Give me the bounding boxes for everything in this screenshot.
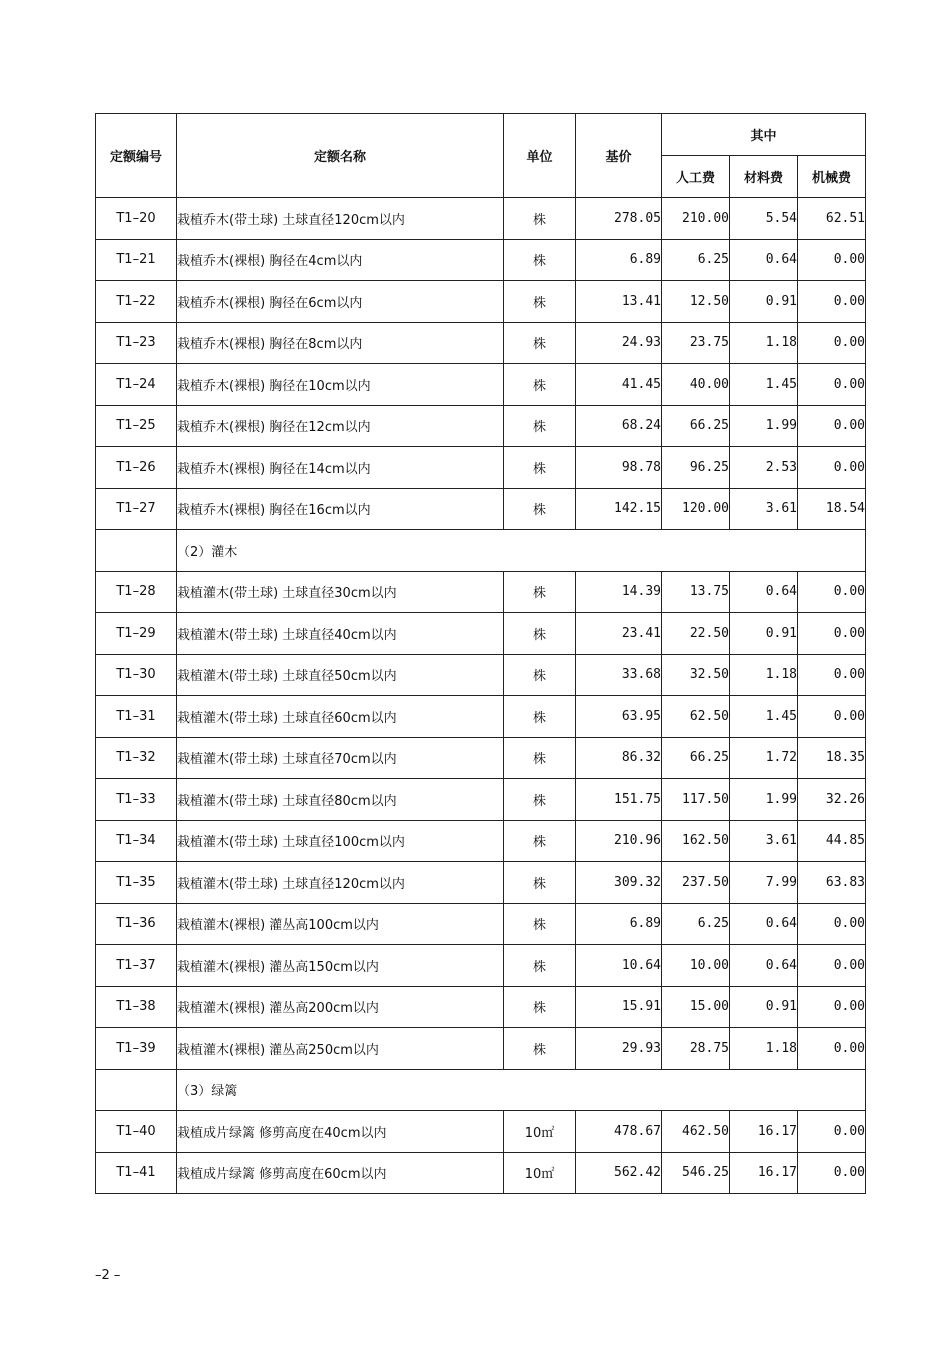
row-name: 栽植灌木(带土球) 土球直径70cm以内 xyxy=(177,737,504,779)
row-base-price: 29.93 xyxy=(576,1028,662,1070)
row-material: 0.91 xyxy=(730,613,798,655)
row-code: T1–27 xyxy=(96,488,177,530)
row-code: T1–33 xyxy=(96,779,177,821)
row-unit: 株 xyxy=(504,779,576,821)
row-material: 1.72 xyxy=(730,737,798,779)
header-material: 材料费 xyxy=(730,156,798,198)
row-labor: 10.00 xyxy=(662,945,730,987)
table-body xyxy=(96,198,866,1194)
row-machine: 63.83 xyxy=(798,862,866,904)
row-name: 栽植灌木(带土球) 土球直径50cm以内 xyxy=(177,654,504,696)
row-base-price: 68.24 xyxy=(576,405,662,447)
row-machine: 0.00 xyxy=(798,1111,866,1153)
row-machine: 32.26 xyxy=(798,779,866,821)
row-labor: 462.50 xyxy=(662,1111,730,1153)
row-machine: 0.00 xyxy=(798,405,866,447)
row-machine: 0.00 xyxy=(798,364,866,406)
row-labor: 237.50 xyxy=(662,862,730,904)
row-material: 16.17 xyxy=(730,1111,798,1153)
row-material: 16.17 xyxy=(730,1152,798,1194)
row-name: 栽植乔木(裸根) 胸径在6cm以内 xyxy=(177,281,504,323)
table-row xyxy=(96,364,866,406)
header-code: 定额编号 xyxy=(96,114,177,198)
row-material: 5.54 xyxy=(730,198,798,240)
row-machine: 0.00 xyxy=(798,986,866,1028)
row-base-price: 86.32 xyxy=(576,737,662,779)
row-unit: 株 xyxy=(504,820,576,862)
row-material: 1.18 xyxy=(730,654,798,696)
row-base-price: 210.96 xyxy=(576,820,662,862)
row-machine: 0.00 xyxy=(798,654,866,696)
section-label: （3）绿篱 xyxy=(177,1069,866,1111)
table-row xyxy=(96,654,866,696)
row-machine: 44.85 xyxy=(798,820,866,862)
row-name: 栽植灌木(裸根) 灌丛高200cm以内 xyxy=(177,986,504,1028)
row-code: T1–23 xyxy=(96,322,177,364)
row-base-price: 33.68 xyxy=(576,654,662,696)
row-code: T1–22 xyxy=(96,281,177,323)
section-row xyxy=(96,530,866,572)
row-base-price: 98.78 xyxy=(576,447,662,489)
row-code: T1–20 xyxy=(96,198,177,240)
quota-table xyxy=(95,113,866,1194)
row-name: 栽植乔木(裸根) 胸径在10cm以内 xyxy=(177,364,504,406)
table-row xyxy=(96,696,866,738)
row-labor: 23.75 xyxy=(662,322,730,364)
row-material: 7.99 xyxy=(730,862,798,904)
row-unit: 株 xyxy=(504,696,576,738)
row-material: 1.18 xyxy=(730,1028,798,1070)
row-base-price: 41.45 xyxy=(576,364,662,406)
row-name: 栽植灌木(裸根) 灌丛高100cm以内 xyxy=(177,903,504,945)
row-name: 栽植乔木(裸根) 胸径在8cm以内 xyxy=(177,322,504,364)
row-machine: 0.00 xyxy=(798,571,866,613)
row-name: 栽植灌木(带土球) 土球直径120cm以内 xyxy=(177,862,504,904)
table-row xyxy=(96,488,866,530)
row-name: 栽植成片绿篱 修剪高度在40cm以内 xyxy=(177,1111,504,1153)
row-material: 2.53 xyxy=(730,447,798,489)
row-unit: 株 xyxy=(504,1028,576,1070)
row-material: 0.64 xyxy=(730,945,798,987)
row-unit: 株 xyxy=(504,322,576,364)
row-name: 栽植灌木(带土球) 土球直径30cm以内 xyxy=(177,571,504,613)
page-number: –2 – xyxy=(95,1268,121,1283)
row-labor: 32.50 xyxy=(662,654,730,696)
row-base-price: 151.75 xyxy=(576,779,662,821)
header-base-price: 基价 xyxy=(576,114,662,198)
row-labor: 117.50 xyxy=(662,779,730,821)
row-name: 栽植灌木(带土球) 土球直径100cm以内 xyxy=(177,820,504,862)
row-base-price: 13.41 xyxy=(576,281,662,323)
table-row xyxy=(96,198,866,240)
table-row xyxy=(96,613,866,655)
row-unit: 株 xyxy=(504,571,576,613)
row-name: 栽植灌木(带土球) 土球直径80cm以内 xyxy=(177,779,504,821)
row-labor: 40.00 xyxy=(662,364,730,406)
table-row xyxy=(96,737,866,779)
row-base-price: 309.32 xyxy=(576,862,662,904)
row-machine: 62.51 xyxy=(798,198,866,240)
row-labor: 13.75 xyxy=(662,571,730,613)
row-material: 3.61 xyxy=(730,820,798,862)
row-base-price: 63.95 xyxy=(576,696,662,738)
row-labor: 15.00 xyxy=(662,986,730,1028)
row-unit: 株 xyxy=(504,281,576,323)
row-machine: 0.00 xyxy=(798,1152,866,1194)
header-name: 定额名称 xyxy=(177,114,504,198)
row-name: 栽植灌木(裸根) 灌丛高150cm以内 xyxy=(177,945,504,987)
row-code: T1–40 xyxy=(96,1111,177,1153)
row-code: T1–36 xyxy=(96,903,177,945)
row-material: 0.64 xyxy=(730,571,798,613)
table-row xyxy=(96,862,866,904)
table-row xyxy=(96,405,866,447)
row-labor: 66.25 xyxy=(662,737,730,779)
row-machine: 0.00 xyxy=(798,281,866,323)
table-row xyxy=(96,945,866,987)
row-material: 0.91 xyxy=(730,281,798,323)
row-material: 0.64 xyxy=(730,239,798,281)
table-row xyxy=(96,1152,866,1194)
row-labor: 120.00 xyxy=(662,488,730,530)
row-machine: 0.00 xyxy=(798,447,866,489)
row-labor: 162.50 xyxy=(662,820,730,862)
section-row xyxy=(96,1069,866,1111)
row-base-price: 562.42 xyxy=(576,1152,662,1194)
section-code-cell xyxy=(96,1069,177,1111)
row-unit: 10㎡ xyxy=(504,1152,576,1194)
row-code: T1–38 xyxy=(96,986,177,1028)
row-material: 1.45 xyxy=(730,364,798,406)
row-labor: 62.50 xyxy=(662,696,730,738)
row-machine: 0.00 xyxy=(798,903,866,945)
table-row xyxy=(96,281,866,323)
table-row xyxy=(96,447,866,489)
row-material: 1.45 xyxy=(730,696,798,738)
row-code: T1–21 xyxy=(96,239,177,281)
row-material: 1.99 xyxy=(730,779,798,821)
row-name: 栽植乔木(裸根) 胸径在4cm以内 xyxy=(177,239,504,281)
row-unit: 株 xyxy=(504,239,576,281)
row-material: 0.64 xyxy=(730,903,798,945)
row-base-price: 14.39 xyxy=(576,571,662,613)
table-row xyxy=(96,986,866,1028)
header-labor: 人工费 xyxy=(662,156,730,198)
row-code: T1–30 xyxy=(96,654,177,696)
row-labor: 210.00 xyxy=(662,198,730,240)
row-labor: 22.50 xyxy=(662,613,730,655)
section-code-cell xyxy=(96,530,177,572)
row-name: 栽植乔木(裸根) 胸径在12cm以内 xyxy=(177,405,504,447)
row-code: T1–25 xyxy=(96,405,177,447)
row-name: 栽植乔木(裸根) 胸径在16cm以内 xyxy=(177,488,504,530)
row-material: 3.61 xyxy=(730,488,798,530)
row-material: 1.99 xyxy=(730,405,798,447)
row-machine: 0.00 xyxy=(798,945,866,987)
row-unit: 株 xyxy=(504,903,576,945)
table-row xyxy=(96,820,866,862)
row-base-price: 6.89 xyxy=(576,903,662,945)
row-material: 0.91 xyxy=(730,986,798,1028)
section-label: （2）灌木 xyxy=(177,530,866,572)
row-name: 栽植乔木(带土球) 土球直径120cm以内 xyxy=(177,198,504,240)
row-unit: 株 xyxy=(504,198,576,240)
row-labor: 28.75 xyxy=(662,1028,730,1070)
row-unit: 株 xyxy=(504,654,576,696)
row-unit: 株 xyxy=(504,364,576,406)
row-name: 栽植灌木(带土球) 土球直径40cm以内 xyxy=(177,613,504,655)
row-labor: 96.25 xyxy=(662,447,730,489)
row-code: T1–35 xyxy=(96,862,177,904)
row-unit: 株 xyxy=(504,945,576,987)
table-row xyxy=(96,903,866,945)
row-code: T1–31 xyxy=(96,696,177,738)
table-header xyxy=(96,114,866,198)
row-unit: 株 xyxy=(504,613,576,655)
row-name: 栽植乔木(裸根) 胸径在14cm以内 xyxy=(177,447,504,489)
row-labor: 6.25 xyxy=(662,903,730,945)
row-base-price: 478.67 xyxy=(576,1111,662,1153)
row-code: T1–26 xyxy=(96,447,177,489)
row-material: 1.18 xyxy=(730,322,798,364)
row-unit: 株 xyxy=(504,405,576,447)
row-unit: 株 xyxy=(504,488,576,530)
row-machine: 0.00 xyxy=(798,322,866,364)
header-of-which: 其中 xyxy=(662,114,866,156)
row-machine: 18.35 xyxy=(798,737,866,779)
row-unit: 10㎡ xyxy=(504,1111,576,1153)
row-base-price: 278.05 xyxy=(576,198,662,240)
row-name: 栽植灌木(裸根) 灌丛高250cm以内 xyxy=(177,1028,504,1070)
row-machine: 0.00 xyxy=(798,239,866,281)
header-unit: 单位 xyxy=(504,114,576,198)
row-name: 栽植成片绿篱 修剪高度在60cm以内 xyxy=(177,1152,504,1194)
table-row xyxy=(96,239,866,281)
row-unit: 株 xyxy=(504,447,576,489)
row-code: T1–28 xyxy=(96,571,177,613)
table-row xyxy=(96,779,866,821)
row-unit: 株 xyxy=(504,737,576,779)
row-code: T1–32 xyxy=(96,737,177,779)
header-machine: 机械费 xyxy=(798,156,866,198)
row-base-price: 142.15 xyxy=(576,488,662,530)
row-machine: 0.00 xyxy=(798,1028,866,1070)
row-unit: 株 xyxy=(504,986,576,1028)
row-unit: 株 xyxy=(504,862,576,904)
row-code: T1–41 xyxy=(96,1152,177,1194)
row-machine: 18.54 xyxy=(798,488,866,530)
row-machine: 0.00 xyxy=(798,613,866,655)
table-row xyxy=(96,1111,866,1153)
row-code: T1–24 xyxy=(96,364,177,406)
row-base-price: 6.89 xyxy=(576,239,662,281)
row-machine: 0.00 xyxy=(798,696,866,738)
row-base-price: 15.91 xyxy=(576,986,662,1028)
table-row xyxy=(96,1028,866,1070)
table-row xyxy=(96,322,866,364)
row-code: T1–34 xyxy=(96,820,177,862)
row-code: T1–29 xyxy=(96,613,177,655)
row-labor: 6.25 xyxy=(662,239,730,281)
row-labor: 12.50 xyxy=(662,281,730,323)
row-base-price: 24.93 xyxy=(576,322,662,364)
row-base-price: 10.64 xyxy=(576,945,662,987)
row-labor: 546.25 xyxy=(662,1152,730,1194)
row-code: T1–39 xyxy=(96,1028,177,1070)
row-name: 栽植灌木(带土球) 土球直径60cm以内 xyxy=(177,696,504,738)
row-base-price: 23.41 xyxy=(576,613,662,655)
row-labor: 66.25 xyxy=(662,405,730,447)
table-row xyxy=(96,571,866,613)
row-code: T1–37 xyxy=(96,945,177,987)
